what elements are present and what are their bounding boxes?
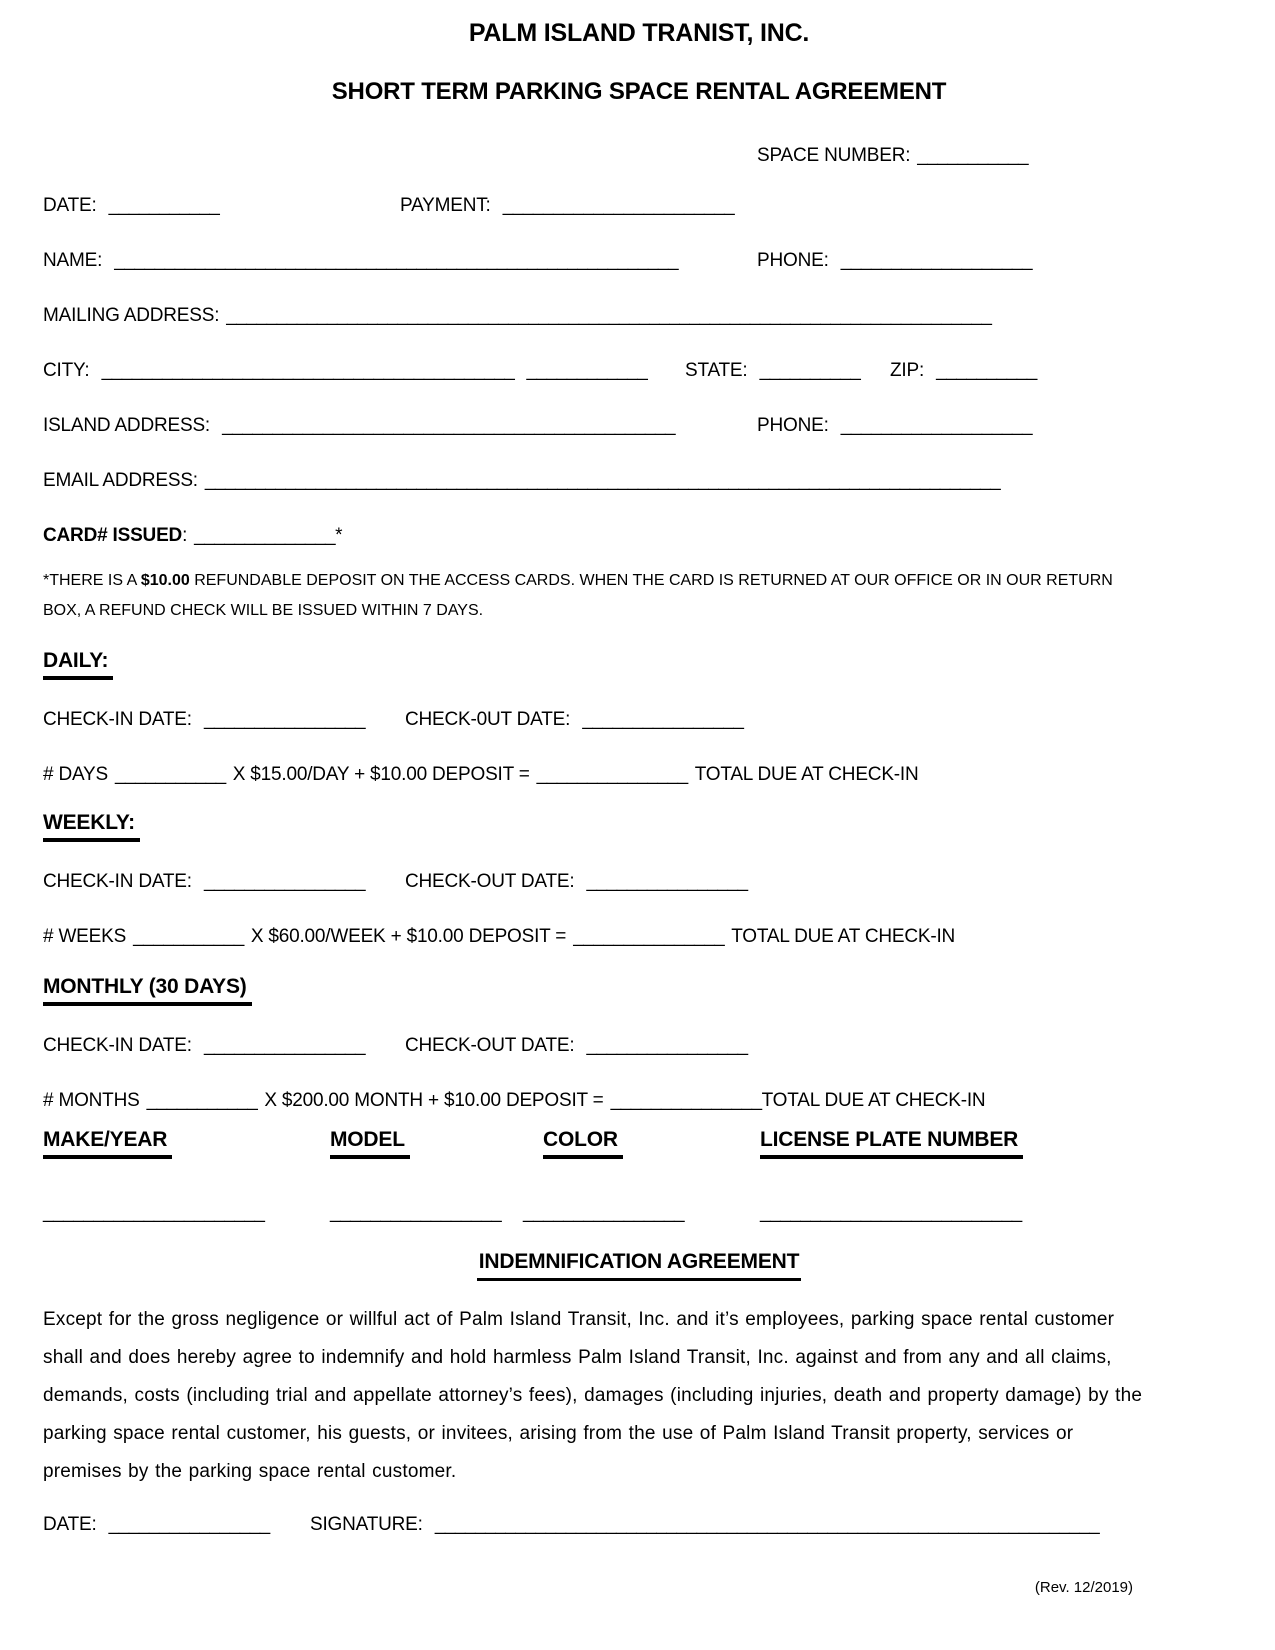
weekly-calc-row [43, 923, 1235, 951]
indemnification-heading: INDEMNIFICATION AGREEMENT [477, 1249, 802, 1281]
daily-check-out-blank: ________________ [582, 709, 744, 730]
island-address-label: ISLAND ADDRESS: [43, 415, 210, 436]
state-label: STATE: [685, 360, 748, 381]
monthly-check-in-blank: ________________ [203, 1035, 366, 1056]
weekly-section-heading [43, 810, 1235, 842]
island-phone-blank: ___________________ [840, 415, 1033, 436]
vehicle-header-color: COLOR [543, 1127, 623, 1159]
signature-row [43, 1511, 1235, 1539]
card-issued-label: CARD# ISSUED [43, 525, 183, 546]
name-label: NAME: [43, 250, 103, 271]
indemnification-body: Except for the gross negligence or willful act of Palm Island Transit, Inc. and it’s employees, parking space rental customer shall and does hereby agree to indemnify and hold harmless Palm Island Transit, Inc. against and from any and all claims, demands, costs (including trial and appellate attorney’s fees), damages (including injuries, death and property damage) by the parking space rental customer, his guests, or invitees, arising from the use of Palm Island Transit property, services or premises by the parking space rental customer. [43, 1309, 1143, 1482]
city-blank-2: ____________ [526, 360, 648, 381]
city-blank: _________________________________________ [101, 360, 515, 381]
vehicle-blank-row [43, 1199, 1235, 1227]
weekly-count-label: # WEEKS [43, 926, 127, 947]
date-payment-row [43, 192, 1235, 220]
phone-label: PHONE: [757, 250, 829, 271]
deposit-note-pre: *THERE IS A [43, 572, 141, 589]
weekly-check-row [43, 868, 1235, 896]
daily-check-out-label: CHECK-0UT DATE: [405, 709, 571, 730]
daily-count-label: # DAYS [43, 764, 108, 785]
weekly-check-out-label: CHECK-OUT DATE: [405, 871, 575, 892]
signature-blank: __________________________________________________________________ [434, 1514, 1100, 1535]
city-label: CITY: [43, 360, 90, 381]
monthly-total-label: TOTAL DUE AT CHECK-IN [761, 1090, 986, 1111]
card-issued-blank: ______________ [194, 525, 336, 546]
email-address-row [43, 467, 1235, 495]
daily-formula: X $15.00/DAY + $10.00 DEPOSIT = [232, 764, 530, 785]
mailing-address-label: MAILING ADDRESS: [43, 305, 220, 326]
date-label: DATE: [43, 195, 97, 216]
weekly-total-blank: _______________ [573, 926, 725, 947]
daily-total-blank: _______________ [536, 764, 688, 785]
daily-check-in-blank: ________________ [203, 709, 366, 730]
monthly-count-label: # MONTHS [43, 1090, 140, 1111]
weekly-check-in-blank: ________________ [203, 871, 366, 892]
indemnification-heading-row [43, 1249, 1235, 1281]
vehicle-license-plate-blank: __________________________ [760, 1202, 1022, 1223]
daily-check-in-label: CHECK-IN DATE: [43, 709, 192, 730]
weekly-total-label: TOTAL DUE AT CHECK-IN [731, 926, 956, 947]
mailing-address-row [43, 302, 1235, 330]
space-number-blank: ___________ [917, 145, 1029, 166]
email-address-blank: _______________________________________________________________________________ [204, 470, 1001, 491]
monthly-heading: MONTHLY (30 DAYS) [43, 974, 252, 1006]
island-address-row [43, 412, 1235, 440]
weekly-check-out-blank: ________________ [586, 871, 748, 892]
monthly-section-heading [43, 974, 1235, 1006]
vehicle-model-blank: _________________ [330, 1202, 502, 1223]
monthly-check-out-label: CHECK-OUT DATE: [405, 1035, 575, 1056]
signature-date-label: DATE: [43, 1514, 97, 1535]
date-blank: ___________ [108, 195, 220, 216]
vehicle-header-row [43, 1127, 1235, 1159]
signature-date-blank: ________________ [108, 1514, 270, 1535]
monthly-count-blank: ___________ [146, 1090, 258, 1111]
city-state-zip-row [43, 357, 1235, 385]
vehicle-color-blank: ________________ [523, 1202, 685, 1223]
deposit-note-post: REFUNDABLE DEPOSIT ON THE ACCESS CARDS. WHEN THE CARD IS RETURNED AT OUR OFFICE OR IN OUR RETURN BOX, A REFUND CHECK WILL BE ISSUED WITHIN 7 DAYS. [43, 572, 1113, 619]
weekly-formula: X $60.00/WEEK + $10.00 DEPOSIT = [250, 926, 567, 947]
vehicle-header-model: MODEL [330, 1127, 410, 1159]
deposit-amount: $10.00 [140, 572, 190, 589]
zip-blank: __________ [936, 360, 1037, 381]
deposit-note [43, 566, 1143, 626]
daily-total-label: TOTAL DUE AT CHECK-IN [694, 764, 919, 785]
weekly-count-blank: ___________ [133, 926, 244, 947]
monthly-check-in-label: CHECK-IN DATE: [43, 1035, 192, 1056]
daily-heading: DAILY: [43, 648, 113, 680]
page-title: SHORT TERM PARKING SPACE RENTAL AGREEMENT [331, 78, 947, 105]
weekly-check-in-label: CHECK-IN DATE: [43, 871, 192, 892]
monthly-total-blank: _______________ [610, 1090, 762, 1111]
mailing-address-blank: ____________________________________________________________________________ [226, 305, 992, 326]
daily-calc-row [43, 761, 1235, 789]
revision-note: (Rev. 12/2019) [1034, 1579, 1133, 1596]
space-number-label: SPACE NUMBER: [757, 145, 911, 166]
company-name: PALM ISLAND TRANIST, INC. [468, 19, 810, 47]
daily-check-row [43, 706, 1235, 734]
monthly-calc-row [43, 1087, 1235, 1115]
card-issued-row [43, 522, 1235, 550]
monthly-formula: X $200.00 MONTH + $10.00 DEPOSIT = [264, 1090, 604, 1111]
vehicle-header-license-plate: LICENSE PLATE NUMBER [760, 1127, 1023, 1159]
zip-label: ZIP: [890, 360, 925, 381]
signature-label: SIGNATURE: [310, 1514, 423, 1535]
payment-label: PAYMENT: [400, 195, 491, 216]
monthly-check-out-blank: ________________ [586, 1035, 748, 1056]
weekly-heading: WEEKLY: [43, 810, 140, 842]
daily-count-blank: ___________ [114, 764, 226, 785]
payment-blank: _______________________ [502, 195, 735, 216]
phone-blank: ___________________ [840, 250, 1033, 271]
vehicle-make-year-blank: ______________________ [43, 1202, 265, 1223]
daily-section-heading [43, 648, 1235, 680]
card-issued-colon: : [182, 525, 188, 546]
vehicle-header-make-year: MAKE/YEAR [43, 1127, 172, 1159]
name-phone-row [43, 247, 1235, 275]
card-issued-asterisk: * [335, 525, 343, 546]
name-blank: ________________________________________________________ [114, 250, 679, 271]
island-address-blank: _____________________________________________ [222, 415, 676, 436]
space-number-row [43, 142, 1235, 170]
state-blank: __________ [759, 360, 861, 381]
island-phone-label: PHONE: [757, 415, 829, 436]
monthly-check-row [43, 1032, 1235, 1060]
email-address-label: EMAIL ADDRESS: [43, 470, 198, 491]
